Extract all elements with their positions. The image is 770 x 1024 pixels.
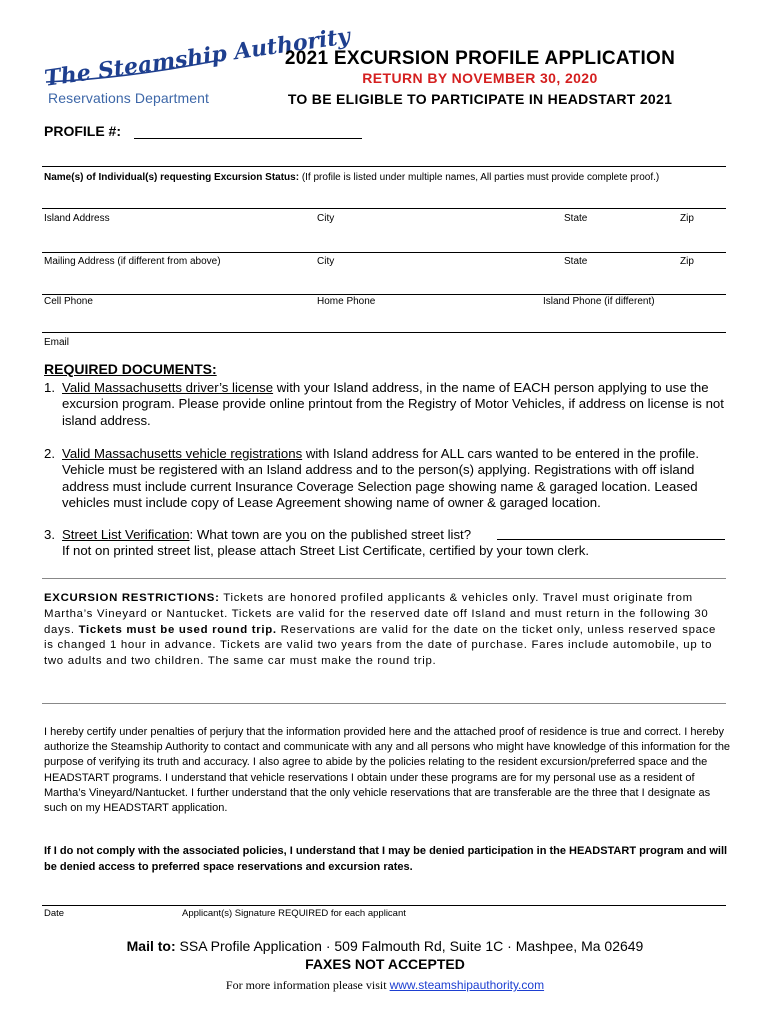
restrictions-text2: Reservations are valid for the date on the ticket only, unless reserved space is changed 1 hour in advance. Tickets are valid two years from the date of purchase. Fares include automobile, up to two adults and two children. The same car must make the round trip.: [44, 623, 717, 668]
names-label: Name(s) of Individual(s) requesting Excursion Status:: [44, 172, 300, 183]
more-info-line: [0, 978, 770, 993]
cell-phone-label: Cell Phone: [44, 296, 93, 307]
home-phone-label: Home Phone: [317, 296, 376, 307]
names-note: (If profile is listed under multiple names, All parties must provide complete proof.): [301, 172, 660, 183]
logo-department: Reservations Department: [48, 90, 210, 106]
item3-line2: If not on printed street list, please attach Street List Certificate, certified by your town clerk.: [62, 543, 590, 558]
email-label: Email: [44, 337, 70, 348]
item1-rest: with your Island address, in the name of EACH person applying to use the excursion program. Please provide online printout from the Registry of Motor Vehicles, if address on license is not island address.: [62, 380, 724, 428]
eligibility-note: TO BE ELIGIBLE TO PARTICIPATE IN HEADSTART 2021: [287, 91, 673, 107]
item2-text: [62, 446, 736, 512]
item1-text: [62, 380, 734, 429]
required-documents-heading: REQUIRED DOCUMENTS:: [44, 361, 217, 377]
restrictions-text1: Tickets are honored profiled applicants & vehicles only. Travel must originate from Martha’s Vineyard or Nantucket. Tickets are valid for the reserved date off Island and must return in the following 30 days.: [44, 592, 709, 636]
item1-link: Valid Massachusetts driver’s license: [62, 380, 274, 395]
mailing-address-field[interactable]: [42, 252, 726, 253]
island-address-field[interactable]: [42, 208, 726, 209]
compliance-text: If I do not comply with the associated policies, I understand that I may be denied participation in the HEADSTART program and will be denied access to preferred space reservations and excursion rates.: [44, 845, 728, 873]
logo-wordmark: [40, 23, 352, 92]
street-list-town-field[interactable]: [497, 539, 725, 540]
profile-label: PROFILE #:: [44, 123, 122, 139]
names-field[interactable]: [42, 166, 726, 167]
excursion-restrictions: [44, 591, 724, 670]
certification-text: I hereby certify under penalties of perjury that the information provided here and the attached proof of residence is true and correct. I hereby authorize the Steamship Authority to contact and communicate with any and all persons who might have knowledge of this information for the purpose of verifying its truth and accuracy. I also agree to abide by the policies relating to the resident excursion/preferred space and the HEADSTART programs. I understand that vehicle reservations I obtain under these programs are for my personal use as a resident of Martha’s Vineyard/Nantucket. I further understand that the only vehicle reservations that are transferable are the three that I designate as such on my HEADSTART application.: [44, 726, 731, 815]
page-title: 2021 EXCURSION PROFILE APPLICATION: [284, 48, 676, 69]
island-zip-label: Zip: [680, 213, 694, 224]
divider-bottom: [42, 703, 726, 704]
item2-link: Valid Massachusetts vehicle registrations: [62, 446, 303, 461]
date-label: Date: [44, 908, 65, 919]
divider-top: [42, 578, 726, 579]
item1-number: 1.: [44, 380, 55, 395]
item3-text: [62, 527, 502, 543]
mail-to-line: [0, 938, 770, 954]
restrictions-bold: Tickets must be used round trip.: [78, 623, 277, 636]
item3-rest: : What town are you on the published street list?: [189, 527, 472, 542]
profile-number-field[interactable]: [134, 138, 362, 139]
mailing-zip-label: Zip: [680, 256, 694, 267]
island-phone-label: Island Phone (if different): [543, 296, 655, 307]
island-address-label: Island Address: [44, 213, 110, 224]
item3-number: 3.: [44, 527, 55, 542]
fax-notice: FAXES NOT ACCEPTED: [305, 956, 465, 972]
phones-field[interactable]: [42, 294, 726, 295]
signature-label: Applicant(s) Signature REQUIRED for each applicant: [182, 908, 406, 919]
island-state-label: State: [564, 213, 588, 224]
item2-rest: with Island address for ALL cars wanted to be entered in the profile. Vehicle must be registered with an Island address and to the person(s) applying. Registrations with off island address must include current Insurance Coverage Selection page showing name & garaged location. Leased vehicles must include copy of Lease Agreement showing name of owner & garaged location.: [62, 446, 700, 511]
island-city-label: City: [317, 213, 335, 224]
mailing-city-label: City: [317, 256, 335, 267]
mail-address: SSA Profile Application · 509 Falmouth Rd, Suite 1C · Mashpee, Ma 02649: [175, 938, 644, 954]
steamship-authority-logo: [40, 23, 352, 110]
restrictions-label: EXCURSION RESTRICTIONS:: [44, 592, 220, 604]
mailing-address-label: Mailing Address (if different from above): [44, 256, 221, 267]
mail-label: Mail to:: [126, 938, 176, 954]
item3-link: Street List Verification: [62, 527, 190, 542]
info-text: For more information please visit: [225, 978, 390, 992]
item2-number: 2.: [44, 446, 55, 461]
email-field[interactable]: [42, 332, 726, 333]
return-deadline: RETURN BY NOVEMBER 30, 2020: [362, 70, 598, 86]
names-label-row: [44, 172, 659, 183]
mailing-state-label: State: [564, 256, 588, 267]
logo-text: The Steamship Authority: [42, 23, 352, 92]
website-link[interactable]: www.steamshipauthority.com: [389, 978, 545, 992]
signature-field[interactable]: [42, 905, 726, 906]
